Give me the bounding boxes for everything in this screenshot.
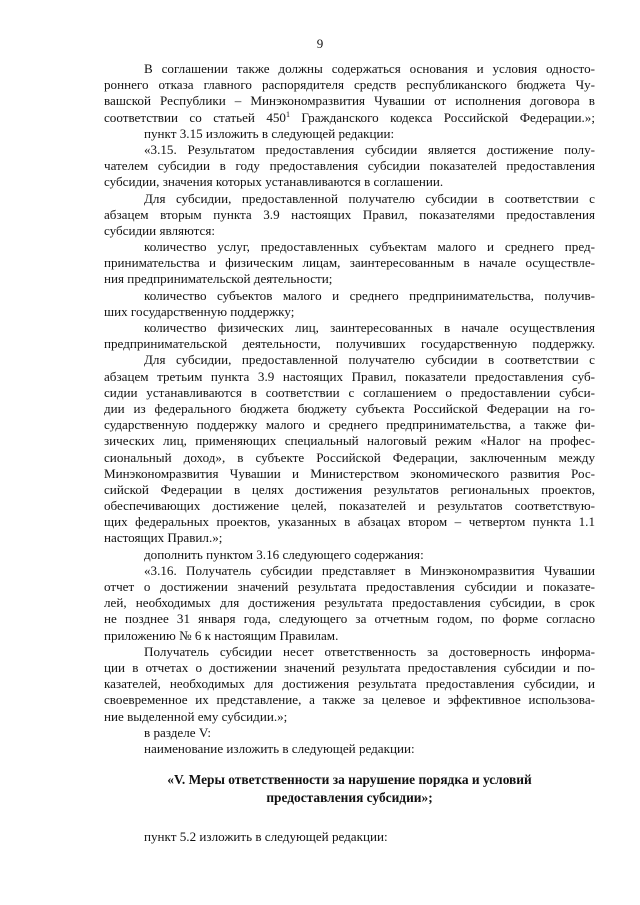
- text-line: казателей, необходимых для достижения результата предоставления субсидии, и: [104, 676, 595, 692]
- spacer: [104, 757, 595, 771]
- text-line: своевременное их представление, а также за целевое и эффективное использова-: [104, 692, 595, 708]
- text-line: Для субсидии, предоставленной получателю субсидии в соответствии с: [144, 190, 595, 206]
- final-text-line: пункт 5.2 изложить в следующей редакции:: [144, 829, 388, 845]
- text-line: обеспечивающих достижение целей, показателей и результатов соответствую-: [104, 498, 595, 514]
- text-line: количество физических лиц, заинтересованных в начале осуществления: [144, 320, 595, 335]
- text-line: количество услуг, предоставленных субъектам малого и среднего пред-: [144, 239, 595, 255]
- text-line: отчет о достижении значений результата предоставления субсидии и показате-: [104, 579, 595, 594]
- text-line: дополнить пунктом 3.16 следующего содержания:: [144, 546, 424, 562]
- text-line: количество субъектов малого и среднего предпринимательства, получив-: [144, 287, 595, 303]
- text-line: щих федеральных проектов, указанных в абзацах втором – четвертом пункта 1.1: [104, 514, 595, 530]
- text-line: зических лиц, применяющих специальный налоговый режим «Налог на профес-: [104, 433, 595, 449]
- text-line: приложению № 6 к настоящим Правилам.: [104, 627, 339, 643]
- text-line: принимательства и физическим лицам, заинтересованным в начале осуществле-: [104, 255, 595, 271]
- text-line: настоящих Правил.»;: [104, 530, 223, 546]
- text-line: ции в отчетах о достижении значений результата предоставления субсидии и по-: [104, 659, 595, 675]
- text-line: соответствии со статьей $450^1$ Гражданского кодекса Российской Федерации.»;: [104, 109, 595, 125]
- text-line: «3.15. Результатом предоставления субсидии является достижение полу-: [144, 141, 595, 157]
- text-line: не позднее 31 января года, следующего за отчетным годом, по форме согласно: [104, 611, 595, 627]
- text-line: сидии устанавливаются в соответствии с соглашением о предоставлении субси-: [104, 384, 595, 400]
- text-line: наименование изложить в следующей редакции:: [144, 740, 415, 756]
- text-line: В соглашении также должны содержаться основания и условия односто-: [144, 61, 595, 76]
- text-line: лей, необходимых для достижения результата предоставления субсидии, в срок: [104, 595, 595, 611]
- text-line: Для субсидии, предоставленной получателю субсидии в соответствии с: [144, 352, 595, 368]
- text-line: сиональный доход», в субъекте Российской Федерации, заключенным между: [104, 449, 595, 465]
- text-line: вашской Республики – Минэкономразвития Чувашии от исполнения договора в: [104, 93, 595, 109]
- text-line: «3.16. Получатель субсидии представляет в Минэкономразвития Чувашии: [144, 562, 595, 578]
- text-line: Получатель субсидии несет ответственность за достоверность информа-: [144, 643, 595, 659]
- text-line: ших государственную поддержку;: [104, 303, 295, 319]
- text-line: субсидии, значения которых устанавливаются в соглашении.: [104, 174, 444, 190]
- spacer: [104, 807, 595, 829]
- text-line: чателем субсидии в году предоставления субсидии показателей предоставления: [104, 158, 595, 174]
- superscript: 1: [285, 109, 290, 119]
- text-line: дии из федерального бюджета бюджету субъекта Российской Федерации на го-: [104, 400, 595, 416]
- text-line: абзацем третьим пункта 3.9 настоящих Правил, показатели предоставления суб-: [104, 368, 595, 384]
- text-line: Минэкономразвития Чувашии и Министерством экономического развития Рос-: [104, 465, 595, 481]
- section-heading-line-1: «V. Меры ответственности за нарушение порядка и условий: [167, 772, 532, 788]
- text-line: ния предпринимательской деятельности;: [104, 271, 333, 287]
- text-line: сийской Федерации в целях достижения результатов региональных проектов,: [104, 481, 595, 497]
- text-line: абзацем вторым пункта 3.9 настоящих Правил, показателями предоставления: [104, 206, 595, 222]
- text-line: ние выделенной ему субсидии.»;: [104, 708, 288, 724]
- section-heading-line-2: предоставления субсидии»;: [266, 790, 433, 806]
- text-line: роннего отказа главного распорядителя средств республиканского бюджета Чу-: [104, 77, 595, 93]
- page-number: 9: [316, 36, 324, 51]
- text-line: сударственную поддержку малого и среднего предпринимательства, а также фи-: [104, 417, 595, 433]
- text-line: предпринимательской деятельности, получивших государственную поддержку.: [104, 336, 595, 352]
- text-line: субсидии являются:: [104, 222, 215, 238]
- document-body: [104, 61, 595, 845]
- paragraph-lines: [104, 61, 595, 757]
- text-line: пункт 3.15 изложить в следующей редакции:: [144, 125, 395, 141]
- text-line: в разделе V:: [144, 724, 211, 740]
